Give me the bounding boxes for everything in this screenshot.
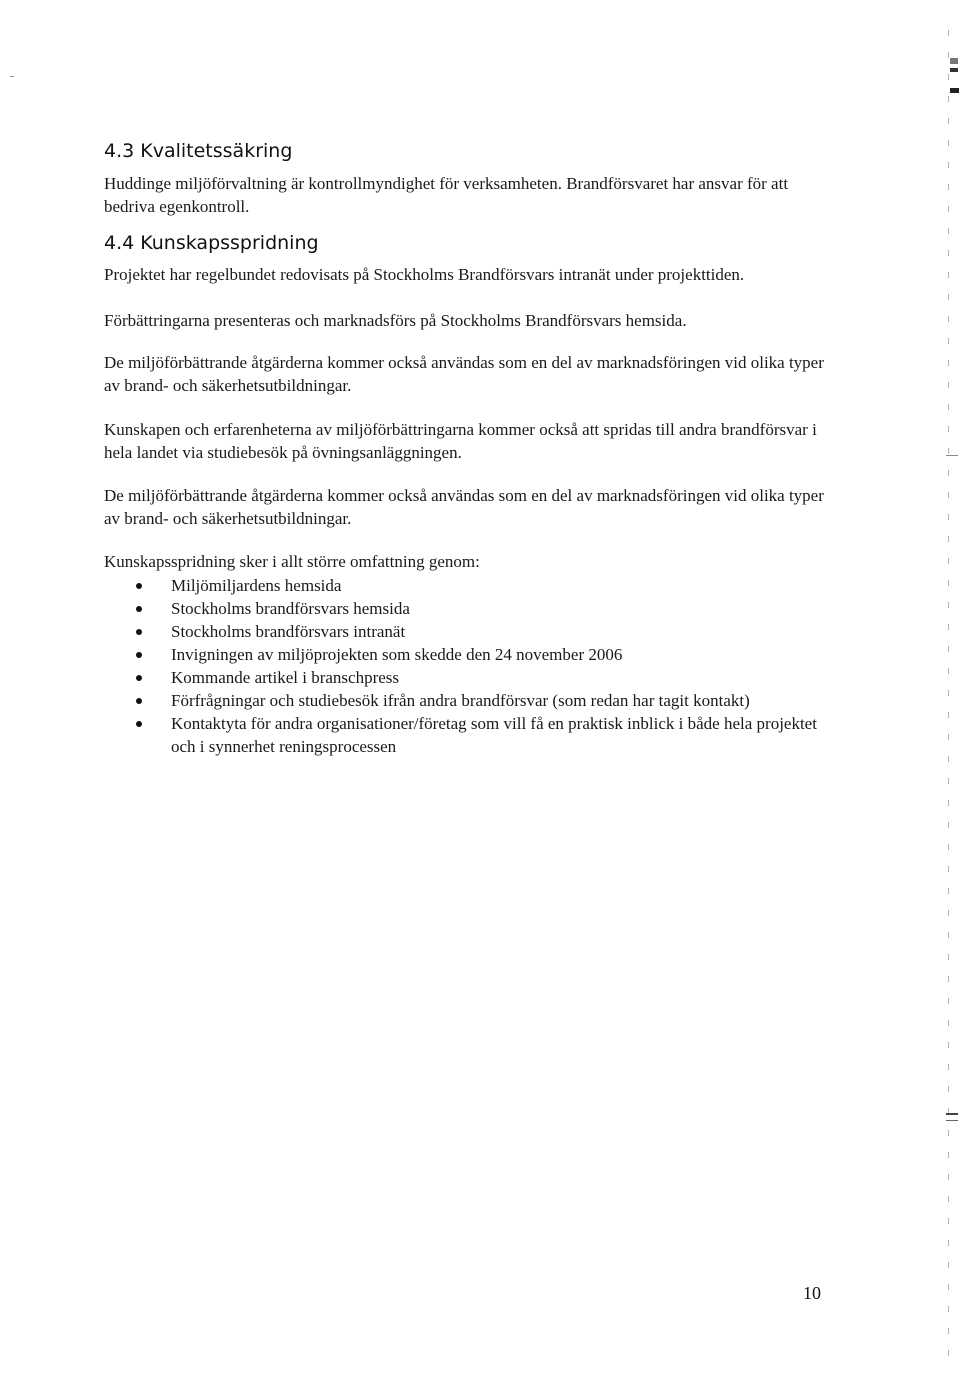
paragraph-marketing-repeat: De miljöförbättrande åtgärderna kommer också användas som en del av marknadsföringen vid olika typer av brand- och säkerhetsutbildningar. [104,486,824,528]
bullet-icon [136,675,142,681]
paragraph-intranet: Projektet har regelbundet redovisats på Stockholms Brandförsvars intranät under projekttiden. [104,265,745,284]
list-item-text: Kontaktyta för andra organisationer/företag som vill få en praktisk inblick i både hela projektet och i synnerhet reningsprocessen [171,714,817,756]
list-item [104,689,824,712]
bullet-icon [136,698,142,704]
scan-artifact [950,88,959,93]
scan-artifact [950,68,958,72]
bullet-icon [136,606,142,612]
list-item [104,620,824,643]
paragraph-list-intro: Kunskapsspridning sker i allt större omfattning genom: [104,552,480,571]
list-item [104,666,824,689]
section-heading-knowledge: 4.4 Kunskapsspridning [104,232,319,254]
list-item-text: Stockholms brandförsvars intranät [171,622,406,641]
scan-artifact [946,1120,958,1121]
bullet-icon [136,721,142,727]
scan-edge-artifacts [938,0,960,1376]
list-item-text: Stockholms brandförsvars hemsida [171,599,410,618]
bullet-icon [136,629,142,635]
paragraph-website: Förbättringarna presenteras och marknadsförs på Stockholms Brandförsvars hemsida. [104,311,687,330]
list-item [104,574,824,597]
list-item [104,712,824,758]
list-item-text: Kommande artikel i branschpress [171,668,400,687]
bullet-icon [136,583,142,589]
scan-artifact [946,1113,958,1115]
section-heading-quality: 4.3 Kvalitetssäkring [104,140,293,162]
list-item [104,643,824,666]
paragraph-marketing: De miljöförbättrande åtgärderna kommer också användas som en del av marknadsföringen vid olika typer av brand- och säkerhetsutbildningar. [104,353,824,395]
scan-artifact [950,58,958,64]
list-item-text: Förfrågningar och studiebesök ifrån andra brandförsvar (som redan har tagit kontakt) [171,691,750,710]
page-number: 10 [803,1283,821,1303]
scan-artifact [946,455,958,456]
paragraph-spreading: Kunskapen och erfarenheterna av miljöförbättringarna kommer också att spridas till andra brandförsvar i hela landet via studiebesök på övningsanläggningen. [104,420,817,462]
paragraph-quality: Huddinge miljöförvaltning är kontrollmyndighet för verksamheten. Brandförsvaret har ansvar för att bedriva egenkontroll. [104,174,789,216]
list-item-text: Miljömiljardens hemsida [171,576,342,595]
list-item [104,597,824,620]
bullet-list [104,574,824,758]
scan-artifact [10,76,14,77]
scan-line-artifact [948,30,949,1370]
list-item-text: Invigningen av miljöprojekten som skedde den 24 november 2006 [171,645,623,664]
bullet-icon [136,652,142,658]
